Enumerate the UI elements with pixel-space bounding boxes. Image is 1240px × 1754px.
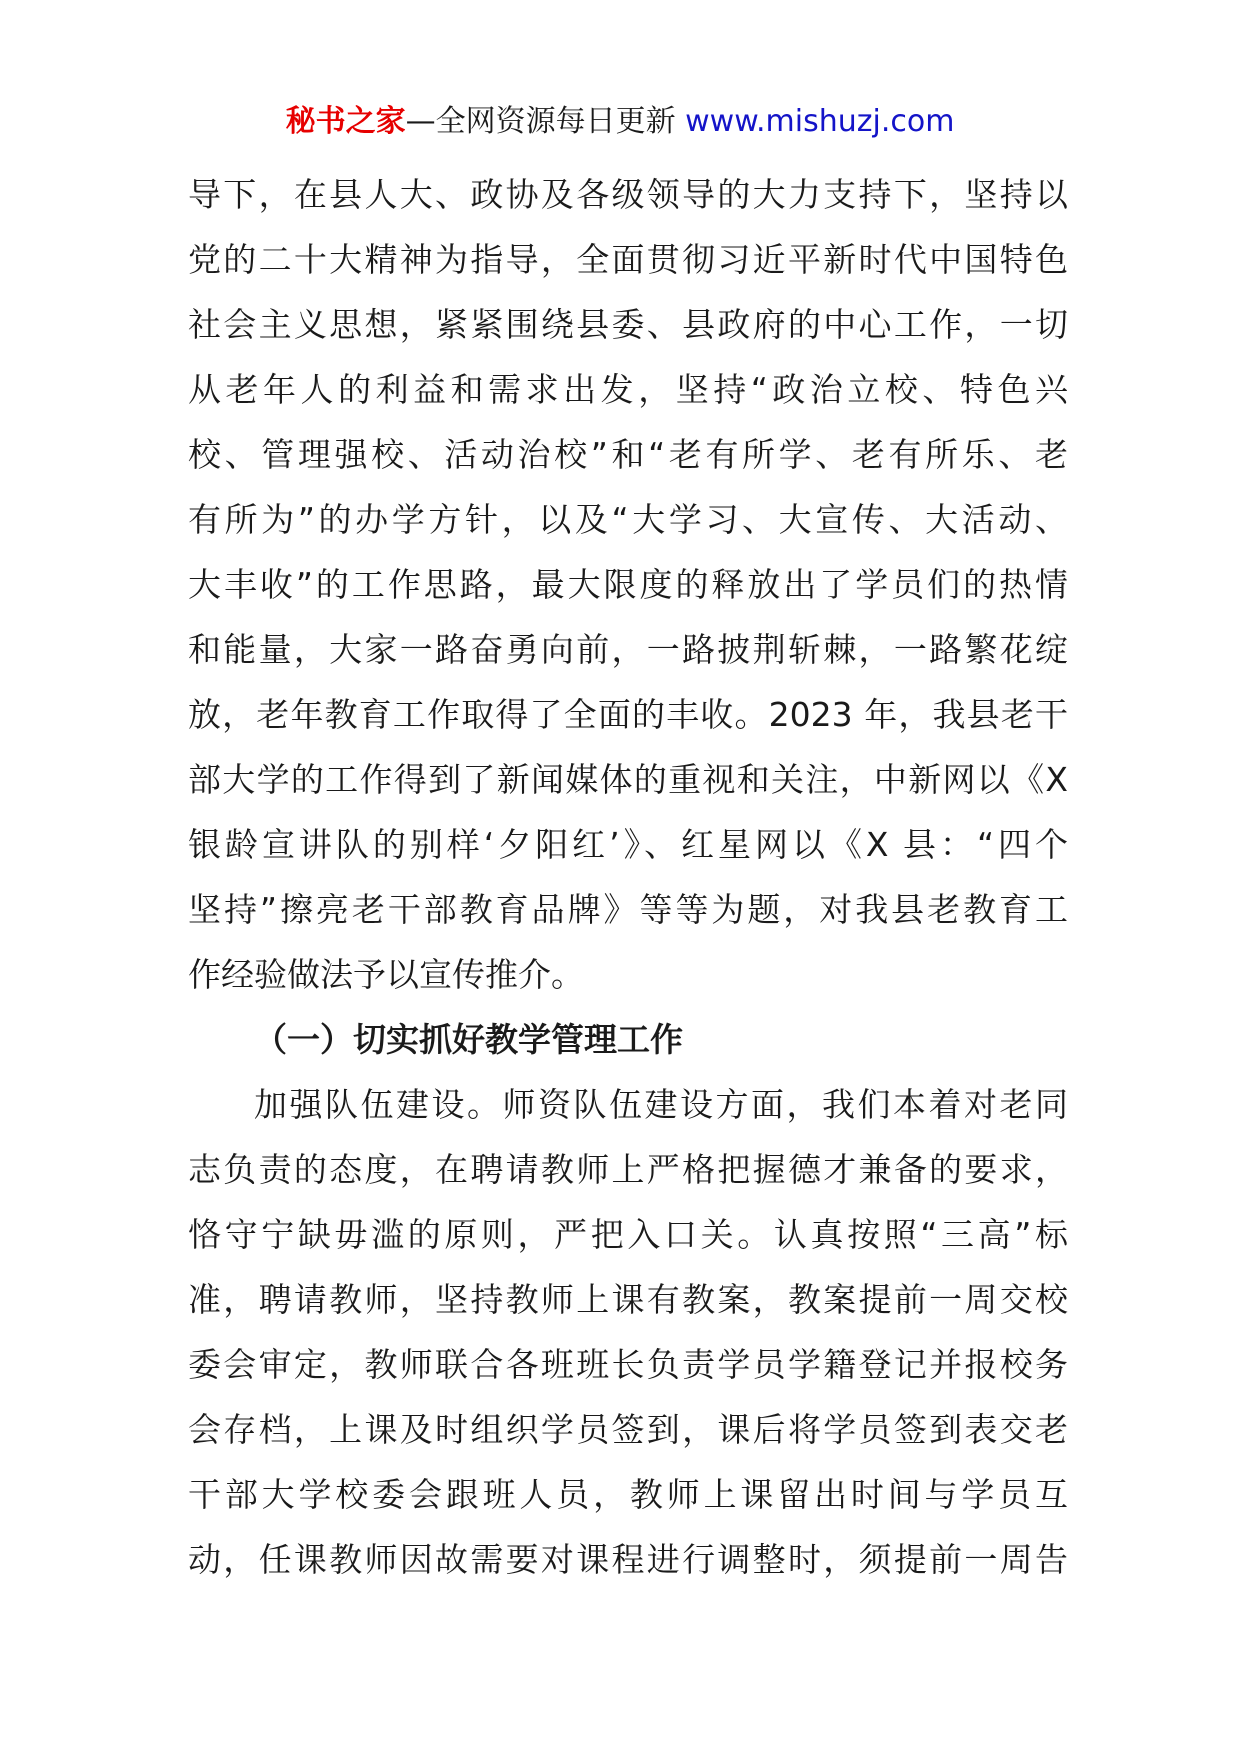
paragraph-line: 社会主义思想，紧紧围绕县委、县政府的中心工作，一切	[188, 305, 1068, 344]
paragraph-line: 动，任课教师因故需要对课程进行调整时，须提前一周告	[188, 1540, 1068, 1579]
document-body	[188, 162, 1068, 1592]
paragraph-line: 部大学的工作得到了新闻媒体的重视和关注，中新网以《X	[188, 760, 1068, 799]
header-url-link[interactable]: www.mishuzj.com	[685, 104, 955, 139]
paragraph-line: 导下，在县人大、政协及各级领导的大力支持下，坚持以	[188, 175, 1068, 214]
paragraph-line: 校、管理强校、活动治校”和“老有所学、老有所乐、老	[188, 435, 1068, 474]
paragraph-line: 作经验做法予以宣传推介。	[188, 955, 584, 994]
paragraph-line: 会存档，上课及时组织学员签到，课后将学员签到表交老	[188, 1410, 1068, 1449]
paragraph-line: 委会审定，教师联合各班班长负责学员学籍登记并报校务	[188, 1345, 1068, 1384]
paragraph-line: 和能量，大家一路奋勇向前，一路披荆斩棘，一路繁花绽	[188, 630, 1068, 669]
paragraph-line: 银龄宣讲队的别样‘夕阳红’》、红星网以《X 县：“四个	[188, 825, 1068, 864]
section-heading: （一）切实抓好教学管理工作	[254, 1020, 683, 1059]
header-brand: 秘书之家	[285, 104, 406, 139]
document-header	[0, 100, 1240, 144]
paragraph-line: 有所为”的办学方针，以及“大学习、大宣传、大活动、	[188, 500, 1068, 539]
paragraph-line: 党的二十大精神为指导，全面贯彻习近平新时代中国特色	[188, 240, 1068, 279]
paragraph-line: 从老年人的利益和需求出发，坚持“政治立校、特色兴	[188, 370, 1068, 409]
header-tagline: —全网资源每日更新	[405, 104, 686, 139]
paragraph-line: 志负责的态度，在聘请教师上严格把握德才兼备的要求，	[188, 1150, 1068, 1189]
paragraph-line: 干部大学校委会跟班人员，教师上课留出时间与学员互	[188, 1475, 1068, 1514]
paragraph-line: 坚持”擦亮老干部教育品牌》等等为题，对我县老教育工	[188, 890, 1068, 929]
paragraph-line: 加强队伍建设。师资队伍建设方面，我们本着对老同	[254, 1085, 1068, 1124]
paragraph-line: 准，聘请教师，坚持教师上课有教案，教案提前一周交校	[188, 1280, 1068, 1319]
paragraph-line: 放，老年教育工作取得了全面的丰收。2023 年，我县老干	[188, 695, 1068, 734]
paragraph-line: 恪守宁缺毋滥的原则，严把入口关。认真按照“三高”标	[188, 1215, 1068, 1254]
paragraph-line: 大丰收”的工作思路，最大限度的释放出了学员们的热情	[188, 565, 1068, 604]
